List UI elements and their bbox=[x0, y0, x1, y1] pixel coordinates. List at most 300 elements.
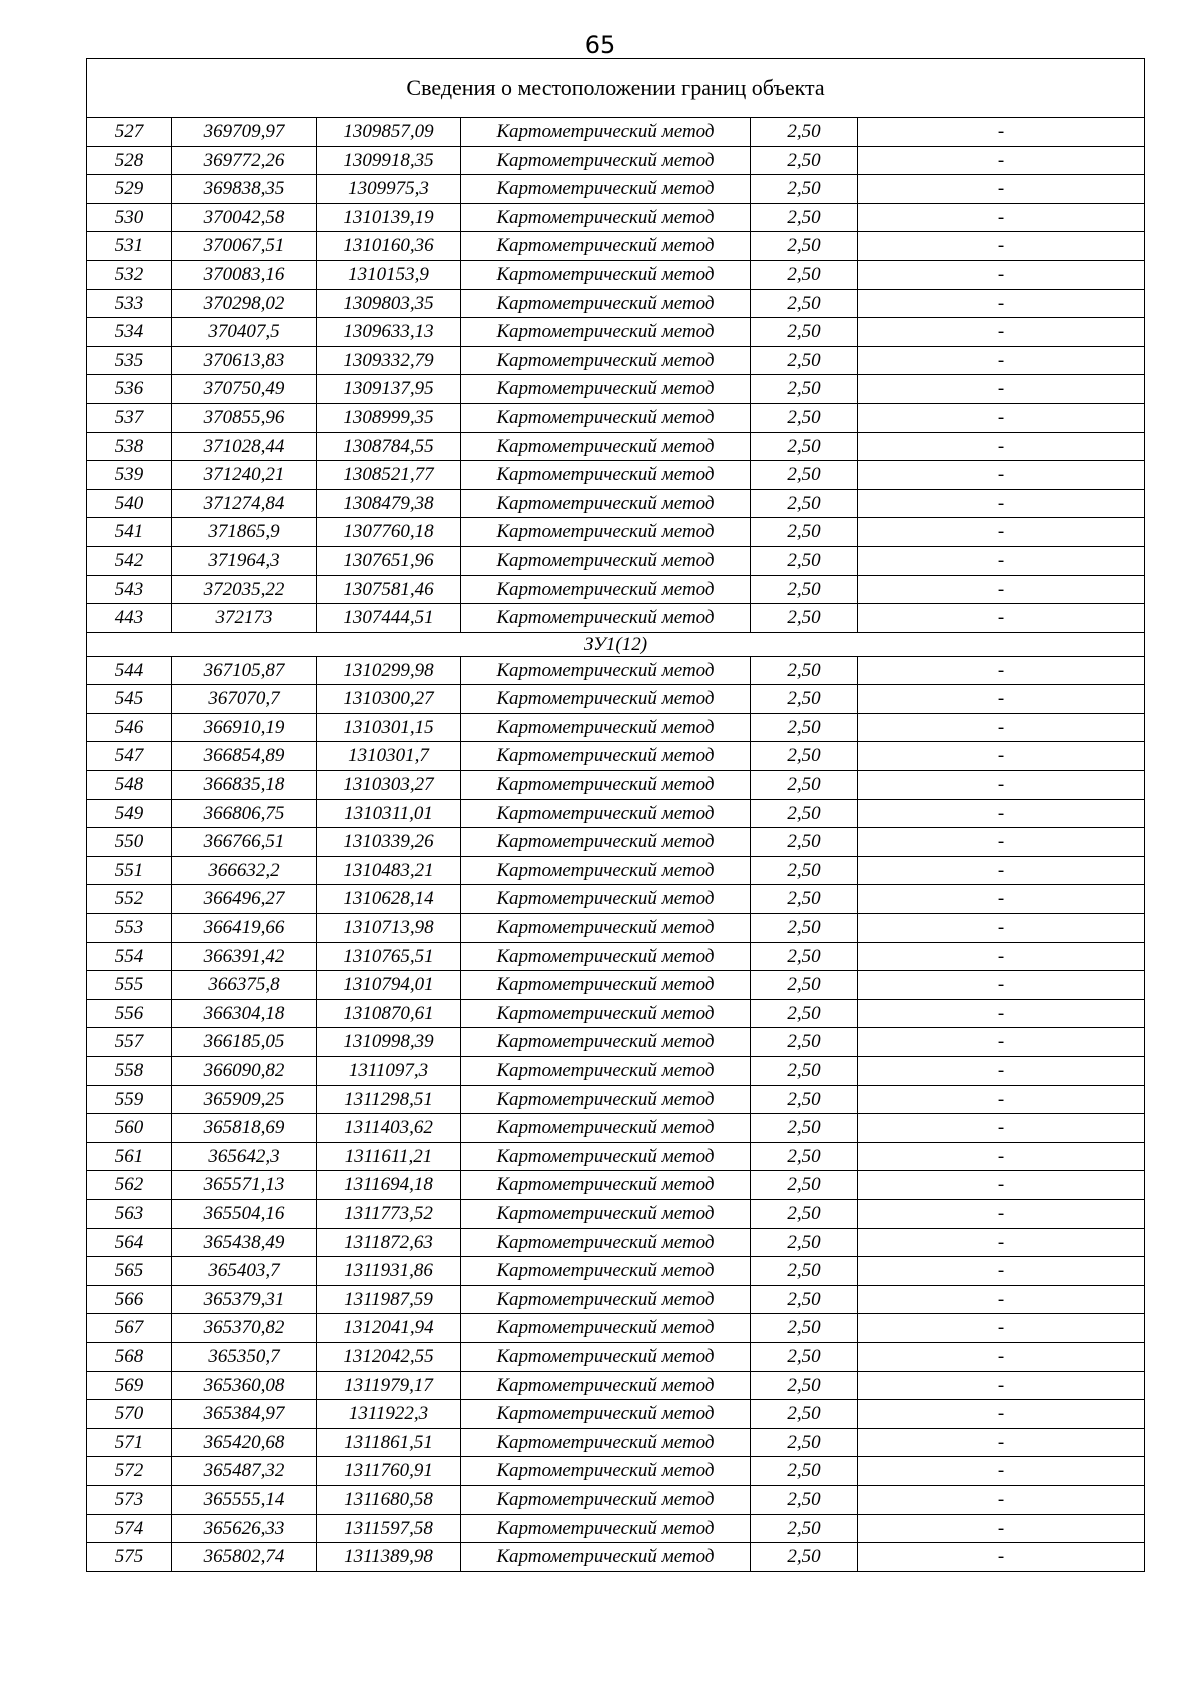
accuracy-cell: 2,50 bbox=[751, 289, 858, 318]
y-coordinate-cell: 1310160,36 bbox=[317, 232, 461, 261]
description-cell: - bbox=[858, 232, 1145, 261]
table-row bbox=[87, 346, 1145, 375]
accuracy-cell: 2,50 bbox=[751, 742, 858, 771]
point-number-cell: 537 bbox=[87, 403, 172, 432]
point-number-cell: 557 bbox=[87, 1028, 172, 1057]
point-number-cell: 575 bbox=[87, 1543, 172, 1572]
y-coordinate-cell: 1310765,51 bbox=[317, 942, 461, 971]
method-cell: Картометрический метод bbox=[461, 1543, 751, 1572]
x-coordinate-cell: 371274,84 bbox=[172, 489, 317, 518]
y-coordinate-cell: 1310870,61 bbox=[317, 999, 461, 1028]
accuracy-cell: 2,50 bbox=[751, 1428, 858, 1457]
description-cell: - bbox=[858, 1428, 1145, 1457]
description-cell: - bbox=[858, 1114, 1145, 1143]
y-coordinate-cell: 1309857,09 bbox=[317, 118, 461, 147]
accuracy-cell: 2,50 bbox=[751, 375, 858, 404]
accuracy-cell: 2,50 bbox=[751, 1171, 858, 1200]
method-cell: Картометрический метод bbox=[461, 1228, 751, 1257]
point-number-cell: 541 bbox=[87, 518, 172, 547]
method-cell: Картометрический метод bbox=[461, 856, 751, 885]
description-cell: - bbox=[858, 914, 1145, 943]
description-cell: - bbox=[858, 771, 1145, 800]
table-row bbox=[87, 999, 1145, 1028]
y-coordinate-cell: 1308521,77 bbox=[317, 461, 461, 490]
y-coordinate-cell: 1309137,95 bbox=[317, 375, 461, 404]
table-row bbox=[87, 432, 1145, 461]
point-number-cell: 533 bbox=[87, 289, 172, 318]
point-number-cell: 558 bbox=[87, 1057, 172, 1086]
description-cell: - bbox=[858, 461, 1145, 490]
description-cell: - bbox=[858, 518, 1145, 547]
boundary-coordinates-table bbox=[86, 58, 1145, 1572]
accuracy-cell: 2,50 bbox=[751, 546, 858, 575]
point-number-cell: 563 bbox=[87, 1199, 172, 1228]
method-cell: Картометрический метод bbox=[461, 685, 751, 714]
point-number-cell: 536 bbox=[87, 375, 172, 404]
method-cell: Картометрический метод bbox=[461, 914, 751, 943]
point-number-cell: 530 bbox=[87, 203, 172, 232]
method-cell: Картометрический метод bbox=[461, 546, 751, 575]
point-number-cell: 443 bbox=[87, 604, 172, 633]
accuracy-cell: 2,50 bbox=[751, 1142, 858, 1171]
table-row bbox=[87, 1028, 1145, 1057]
x-coordinate-cell: 365642,3 bbox=[172, 1142, 317, 1171]
description-cell: - bbox=[858, 1314, 1145, 1343]
point-number-cell: 567 bbox=[87, 1314, 172, 1343]
y-coordinate-cell: 1308784,55 bbox=[317, 432, 461, 461]
x-coordinate-cell: 365571,13 bbox=[172, 1171, 317, 1200]
method-cell: Картометрический метод bbox=[461, 942, 751, 971]
accuracy-cell: 2,50 bbox=[751, 461, 858, 490]
description-cell: - bbox=[858, 685, 1145, 714]
y-coordinate-cell: 1310299,98 bbox=[317, 656, 461, 685]
table-row bbox=[87, 1171, 1145, 1200]
y-coordinate-cell: 1311680,58 bbox=[317, 1485, 461, 1514]
method-cell: Картометрический метод bbox=[461, 1057, 751, 1086]
y-coordinate-cell: 1310301,15 bbox=[317, 713, 461, 742]
description-cell: - bbox=[858, 1543, 1145, 1572]
method-cell: Картометрический метод bbox=[461, 146, 751, 175]
y-coordinate-cell: 1310301,7 bbox=[317, 742, 461, 771]
y-coordinate-cell: 1311097,3 bbox=[317, 1057, 461, 1086]
description-cell: - bbox=[858, 1514, 1145, 1543]
point-number-cell: 527 bbox=[87, 118, 172, 147]
point-number-cell: 553 bbox=[87, 914, 172, 943]
x-coordinate-cell: 370067,51 bbox=[172, 232, 317, 261]
accuracy-cell: 2,50 bbox=[751, 999, 858, 1028]
accuracy-cell: 2,50 bbox=[751, 1028, 858, 1057]
y-coordinate-cell: 1309918,35 bbox=[317, 146, 461, 175]
x-coordinate-cell: 370298,02 bbox=[172, 289, 317, 318]
table-row bbox=[87, 771, 1145, 800]
y-coordinate-cell: 1310339,26 bbox=[317, 828, 461, 857]
description-cell: - bbox=[858, 146, 1145, 175]
table-title: Сведения о местоположении границ объекта bbox=[87, 59, 1145, 118]
table-row bbox=[87, 489, 1145, 518]
x-coordinate-cell: 369838,35 bbox=[172, 175, 317, 204]
x-coordinate-cell: 370750,49 bbox=[172, 375, 317, 404]
method-cell: Картометрический метод bbox=[461, 1342, 751, 1371]
method-cell: Картометрический метод bbox=[461, 432, 751, 461]
y-coordinate-cell: 1311931,86 bbox=[317, 1257, 461, 1286]
method-cell: Картометрический метод bbox=[461, 828, 751, 857]
x-coordinate-cell: 365909,25 bbox=[172, 1085, 317, 1114]
point-number-cell: 531 bbox=[87, 232, 172, 261]
description-cell: - bbox=[858, 713, 1145, 742]
method-cell: Картометрический метод bbox=[461, 232, 751, 261]
method-cell: Картометрический метод bbox=[461, 1142, 751, 1171]
x-coordinate-cell: 370083,16 bbox=[172, 260, 317, 289]
point-number-cell: 571 bbox=[87, 1428, 172, 1457]
method-cell: Картометрический метод bbox=[461, 1085, 751, 1114]
method-cell: Картометрический метод bbox=[461, 1171, 751, 1200]
description-cell: - bbox=[858, 1028, 1145, 1057]
table-row bbox=[87, 175, 1145, 204]
x-coordinate-cell: 366910,19 bbox=[172, 713, 317, 742]
method-cell: Картометрический метод bbox=[461, 604, 751, 633]
description-cell: - bbox=[858, 289, 1145, 318]
method-cell: Картометрический метод bbox=[461, 1314, 751, 1343]
x-coordinate-cell: 366185,05 bbox=[172, 1028, 317, 1057]
accuracy-cell: 2,50 bbox=[751, 856, 858, 885]
y-coordinate-cell: 1311760,91 bbox=[317, 1457, 461, 1486]
x-coordinate-cell: 366766,51 bbox=[172, 828, 317, 857]
y-coordinate-cell: 1311979,17 bbox=[317, 1371, 461, 1400]
y-coordinate-cell: 1309803,35 bbox=[317, 289, 461, 318]
accuracy-cell: 2,50 bbox=[751, 971, 858, 1000]
point-number-cell: 550 bbox=[87, 828, 172, 857]
x-coordinate-cell: 365487,32 bbox=[172, 1457, 317, 1486]
y-coordinate-cell: 1308999,35 bbox=[317, 403, 461, 432]
table-row bbox=[87, 203, 1145, 232]
method-cell: Картометрический метод bbox=[461, 1114, 751, 1143]
x-coordinate-cell: 365360,08 bbox=[172, 1371, 317, 1400]
x-coordinate-cell: 370407,5 bbox=[172, 318, 317, 347]
description-cell: - bbox=[858, 1485, 1145, 1514]
description-cell: - bbox=[858, 856, 1145, 885]
y-coordinate-cell: 1307581,46 bbox=[317, 575, 461, 604]
x-coordinate-cell: 365370,82 bbox=[172, 1314, 317, 1343]
accuracy-cell: 2,50 bbox=[751, 432, 858, 461]
y-coordinate-cell: 1307651,96 bbox=[317, 546, 461, 575]
x-coordinate-cell: 365504,16 bbox=[172, 1199, 317, 1228]
x-coordinate-cell: 365420,68 bbox=[172, 1428, 317, 1457]
y-coordinate-cell: 1307444,51 bbox=[317, 604, 461, 633]
point-number-cell: 546 bbox=[87, 713, 172, 742]
method-cell: Картометрический метод bbox=[461, 1514, 751, 1543]
y-coordinate-cell: 1307760,18 bbox=[317, 518, 461, 547]
table-row bbox=[87, 1543, 1145, 1572]
method-cell: Картометрический метод bbox=[461, 999, 751, 1028]
point-number-cell: 551 bbox=[87, 856, 172, 885]
method-cell: Картометрический метод bbox=[461, 489, 751, 518]
table-row bbox=[87, 1314, 1145, 1343]
point-number-cell: 559 bbox=[87, 1085, 172, 1114]
description-cell: - bbox=[858, 432, 1145, 461]
description-cell: - bbox=[858, 1400, 1145, 1429]
method-cell: Картометрический метод bbox=[461, 518, 751, 547]
method-cell: Картометрический метод bbox=[461, 118, 751, 147]
x-coordinate-cell: 367105,87 bbox=[172, 656, 317, 685]
accuracy-cell: 2,50 bbox=[751, 1371, 858, 1400]
section-row bbox=[87, 632, 1145, 656]
description-cell: - bbox=[858, 828, 1145, 857]
x-coordinate-cell: 365555,14 bbox=[172, 1485, 317, 1514]
point-number-cell: 534 bbox=[87, 318, 172, 347]
method-cell: Картометрический метод bbox=[461, 742, 751, 771]
accuracy-cell: 2,50 bbox=[751, 914, 858, 943]
x-coordinate-cell: 366375,8 bbox=[172, 971, 317, 1000]
section-label: ЗУ1(12) bbox=[87, 632, 1145, 656]
x-coordinate-cell: 366835,18 bbox=[172, 771, 317, 800]
accuracy-cell: 2,50 bbox=[751, 1543, 858, 1572]
table-row bbox=[87, 1371, 1145, 1400]
x-coordinate-cell: 366304,18 bbox=[172, 999, 317, 1028]
method-cell: Картометрический метод bbox=[461, 1257, 751, 1286]
accuracy-cell: 2,50 bbox=[751, 518, 858, 547]
description-cell: - bbox=[858, 346, 1145, 375]
x-coordinate-cell: 366806,75 bbox=[172, 799, 317, 828]
description-cell: - bbox=[858, 1285, 1145, 1314]
method-cell: Картометрический метод bbox=[461, 771, 751, 800]
description-cell: - bbox=[858, 1142, 1145, 1171]
table-row bbox=[87, 1400, 1145, 1429]
accuracy-cell: 2,50 bbox=[751, 1085, 858, 1114]
point-number-cell: 568 bbox=[87, 1342, 172, 1371]
y-coordinate-cell: 1309332,79 bbox=[317, 346, 461, 375]
description-cell: - bbox=[858, 375, 1145, 404]
point-number-cell: 552 bbox=[87, 885, 172, 914]
point-number-cell: 572 bbox=[87, 1457, 172, 1486]
accuracy-cell: 2,50 bbox=[751, 1342, 858, 1371]
table-row bbox=[87, 856, 1145, 885]
accuracy-cell: 2,50 bbox=[751, 1400, 858, 1429]
description-cell: - bbox=[858, 1171, 1145, 1200]
y-coordinate-cell: 1309975,3 bbox=[317, 175, 461, 204]
point-number-cell: 542 bbox=[87, 546, 172, 575]
point-number-cell: 529 bbox=[87, 175, 172, 204]
accuracy-cell: 2,50 bbox=[751, 1057, 858, 1086]
table-row bbox=[87, 146, 1145, 175]
x-coordinate-cell: 366496,27 bbox=[172, 885, 317, 914]
y-coordinate-cell: 1311861,51 bbox=[317, 1428, 461, 1457]
description-cell: - bbox=[858, 799, 1145, 828]
method-cell: Картометрический метод bbox=[461, 461, 751, 490]
accuracy-cell: 2,50 bbox=[751, 260, 858, 289]
accuracy-cell: 2,50 bbox=[751, 713, 858, 742]
accuracy-cell: 2,50 bbox=[751, 799, 858, 828]
y-coordinate-cell: 1310139,19 bbox=[317, 203, 461, 232]
point-number-cell: 562 bbox=[87, 1171, 172, 1200]
point-number-cell: 540 bbox=[87, 489, 172, 518]
description-cell: - bbox=[858, 118, 1145, 147]
method-cell: Картометрический метод bbox=[461, 403, 751, 432]
accuracy-cell: 2,50 bbox=[751, 232, 858, 261]
x-coordinate-cell: 365626,33 bbox=[172, 1514, 317, 1543]
point-number-cell: 555 bbox=[87, 971, 172, 1000]
table-row bbox=[87, 656, 1145, 685]
accuracy-cell: 2,50 bbox=[751, 575, 858, 604]
table-row bbox=[87, 713, 1145, 742]
point-number-cell: 543 bbox=[87, 575, 172, 604]
point-number-cell: 570 bbox=[87, 1400, 172, 1429]
table-row bbox=[87, 1342, 1145, 1371]
point-number-cell: 556 bbox=[87, 999, 172, 1028]
point-number-cell: 549 bbox=[87, 799, 172, 828]
method-cell: Картометрический метод bbox=[461, 1457, 751, 1486]
table-row bbox=[87, 232, 1145, 261]
x-coordinate-cell: 371240,21 bbox=[172, 461, 317, 490]
method-cell: Картометрический метод bbox=[461, 203, 751, 232]
accuracy-cell: 2,50 bbox=[751, 604, 858, 633]
y-coordinate-cell: 1311694,18 bbox=[317, 1171, 461, 1200]
y-coordinate-cell: 1311773,52 bbox=[317, 1199, 461, 1228]
description-cell: - bbox=[858, 942, 1145, 971]
accuracy-cell: 2,50 bbox=[751, 318, 858, 347]
point-number-cell: 566 bbox=[87, 1285, 172, 1314]
description-cell: - bbox=[858, 1199, 1145, 1228]
table-row bbox=[87, 885, 1145, 914]
x-coordinate-cell: 372035,22 bbox=[172, 575, 317, 604]
y-coordinate-cell: 1310483,21 bbox=[317, 856, 461, 885]
y-coordinate-cell: 1312042,55 bbox=[317, 1342, 461, 1371]
accuracy-cell: 2,50 bbox=[751, 1314, 858, 1343]
x-coordinate-cell: 367070,7 bbox=[172, 685, 317, 714]
y-coordinate-cell: 1311987,59 bbox=[317, 1285, 461, 1314]
description-cell: - bbox=[858, 203, 1145, 232]
x-coordinate-cell: 366854,89 bbox=[172, 742, 317, 771]
accuracy-cell: 2,50 bbox=[751, 203, 858, 232]
y-coordinate-cell: 1311403,62 bbox=[317, 1114, 461, 1143]
table-row bbox=[87, 1428, 1145, 1457]
table-row bbox=[87, 546, 1145, 575]
y-coordinate-cell: 1310311,01 bbox=[317, 799, 461, 828]
x-coordinate-cell: 366391,42 bbox=[172, 942, 317, 971]
description-cell: - bbox=[858, 175, 1145, 204]
accuracy-cell: 2,50 bbox=[751, 118, 858, 147]
x-coordinate-cell: 366090,82 bbox=[172, 1057, 317, 1086]
table-row bbox=[87, 1199, 1145, 1228]
description-cell: - bbox=[858, 999, 1145, 1028]
x-coordinate-cell: 372173 bbox=[172, 604, 317, 633]
y-coordinate-cell: 1311872,63 bbox=[317, 1228, 461, 1257]
method-cell: Картометрический метод bbox=[461, 260, 751, 289]
accuracy-cell: 2,50 bbox=[751, 1457, 858, 1486]
table-row bbox=[87, 1057, 1145, 1086]
method-cell: Картометрический метод bbox=[461, 346, 751, 375]
description-cell: - bbox=[858, 604, 1145, 633]
description-cell: - bbox=[858, 742, 1145, 771]
x-coordinate-cell: 370855,96 bbox=[172, 403, 317, 432]
method-cell: Картометрический метод bbox=[461, 799, 751, 828]
x-coordinate-cell: 365350,7 bbox=[172, 1342, 317, 1371]
table-row bbox=[87, 1485, 1145, 1514]
accuracy-cell: 2,50 bbox=[751, 1514, 858, 1543]
x-coordinate-cell: 369772,26 bbox=[172, 146, 317, 175]
description-cell: - bbox=[858, 489, 1145, 518]
table-row bbox=[87, 1114, 1145, 1143]
x-coordinate-cell: 371964,3 bbox=[172, 546, 317, 575]
accuracy-cell: 2,50 bbox=[751, 489, 858, 518]
y-coordinate-cell: 1309633,13 bbox=[317, 318, 461, 347]
table-row bbox=[87, 1085, 1145, 1114]
table-row bbox=[87, 942, 1145, 971]
method-cell: Картометрический метод bbox=[461, 1485, 751, 1514]
x-coordinate-cell: 371028,44 bbox=[172, 432, 317, 461]
x-coordinate-cell: 365379,31 bbox=[172, 1285, 317, 1314]
x-coordinate-cell: 365438,49 bbox=[172, 1228, 317, 1257]
x-coordinate-cell: 370613,83 bbox=[172, 346, 317, 375]
method-cell: Картометрический метод bbox=[461, 575, 751, 604]
y-coordinate-cell: 1310713,98 bbox=[317, 914, 461, 943]
x-coordinate-cell: 366632,2 bbox=[172, 856, 317, 885]
x-coordinate-cell: 365818,69 bbox=[172, 1114, 317, 1143]
method-cell: Картометрический метод bbox=[461, 1028, 751, 1057]
accuracy-cell: 2,50 bbox=[751, 346, 858, 375]
method-cell: Картометрический метод bbox=[461, 656, 751, 685]
point-number-cell: 561 bbox=[87, 1142, 172, 1171]
method-cell: Картометрический метод bbox=[461, 1400, 751, 1429]
y-coordinate-cell: 1311298,51 bbox=[317, 1085, 461, 1114]
accuracy-cell: 2,50 bbox=[751, 656, 858, 685]
x-coordinate-cell: 370042,58 bbox=[172, 203, 317, 232]
method-cell: Картометрический метод bbox=[461, 1285, 751, 1314]
description-cell: - bbox=[858, 1457, 1145, 1486]
table-row bbox=[87, 1457, 1145, 1486]
table-row bbox=[87, 828, 1145, 857]
description-cell: - bbox=[858, 260, 1145, 289]
y-coordinate-cell: 1310300,27 bbox=[317, 685, 461, 714]
description-cell: - bbox=[858, 656, 1145, 685]
table-row bbox=[87, 1514, 1145, 1543]
accuracy-cell: 2,50 bbox=[751, 175, 858, 204]
description-cell: - bbox=[858, 1228, 1145, 1257]
description-cell: - bbox=[858, 318, 1145, 347]
y-coordinate-cell: 1310303,27 bbox=[317, 771, 461, 800]
accuracy-cell: 2,50 bbox=[751, 1257, 858, 1286]
y-coordinate-cell: 1310998,39 bbox=[317, 1028, 461, 1057]
page-number: 65 bbox=[584, 31, 616, 59]
table-row bbox=[87, 318, 1145, 347]
table-row bbox=[87, 742, 1145, 771]
point-number-cell: 574 bbox=[87, 1514, 172, 1543]
point-number-cell: 565 bbox=[87, 1257, 172, 1286]
description-cell: - bbox=[858, 1257, 1145, 1286]
accuracy-cell: 2,50 bbox=[751, 685, 858, 714]
method-cell: Картометрический метод bbox=[461, 713, 751, 742]
accuracy-cell: 2,50 bbox=[751, 885, 858, 914]
method-cell: Картометрический метод bbox=[461, 1371, 751, 1400]
description-cell: - bbox=[858, 1371, 1145, 1400]
point-number-cell: 547 bbox=[87, 742, 172, 771]
table-row bbox=[87, 375, 1145, 404]
method-cell: Картометрический метод bbox=[461, 289, 751, 318]
accuracy-cell: 2,50 bbox=[751, 1485, 858, 1514]
point-number-cell: 560 bbox=[87, 1114, 172, 1143]
description-cell: - bbox=[858, 971, 1145, 1000]
y-coordinate-cell: 1311597,58 bbox=[317, 1514, 461, 1543]
y-coordinate-cell: 1310794,01 bbox=[317, 971, 461, 1000]
table-row bbox=[87, 1285, 1145, 1314]
table-title-row bbox=[87, 59, 1145, 118]
table-row bbox=[87, 1142, 1145, 1171]
accuracy-cell: 2,50 bbox=[751, 771, 858, 800]
y-coordinate-cell: 1311922,3 bbox=[317, 1400, 461, 1429]
point-number-cell: 539 bbox=[87, 461, 172, 490]
point-number-cell: 545 bbox=[87, 685, 172, 714]
point-number-cell: 544 bbox=[87, 656, 172, 685]
table-body bbox=[87, 59, 1145, 1572]
